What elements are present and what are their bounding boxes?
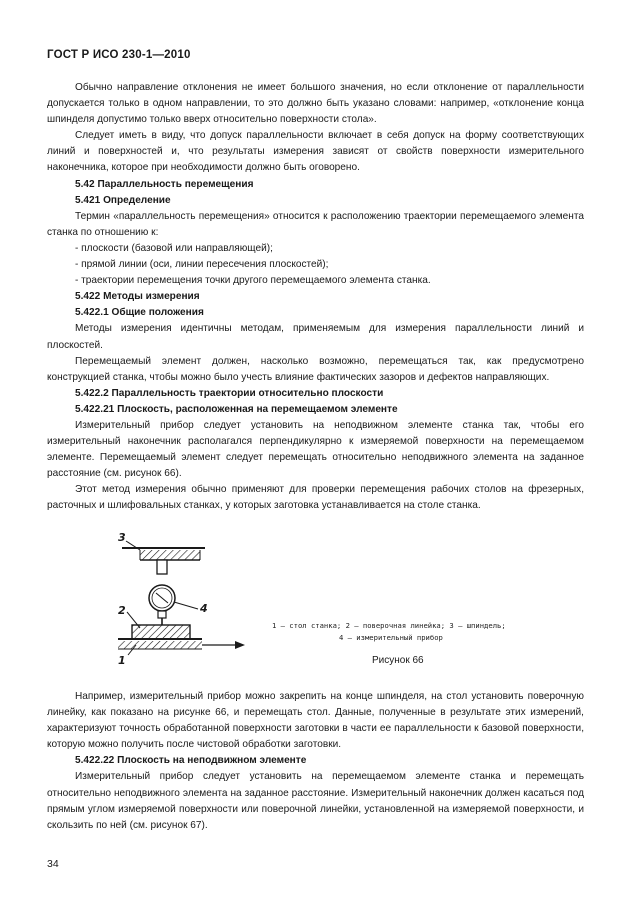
section-heading: 5.42 Параллельность перемещения [75, 178, 254, 190]
machine-table-shape [118, 639, 202, 649]
paragraph: Измерительный прибор следует установить на неподвижном элементе станка так, чтобы его измерительный наконечник располагался перпендикулярно к измеряемой поверхности на перемещаемом элементе. Перемещаемый элемент следует перемещать относительно неподвижного элемента на заданное расстояние (см. рисунок 66). [47, 419, 584, 480]
straightedge-shape [132, 625, 190, 639]
text-block-bottom [47, 689, 584, 834]
list-item: - плоскости (базовой или направляющей); [75, 242, 273, 254]
paragraph: Например, измерительный прибор можно закрепить на конце шпинделя, на стол установить поверочную линейку, как показано на рисунке 66, и перемещать стол. Данные, полученные в результате этих измерений, характеризуют точность обработанной поверхности заготовки в части ее параллельности к базовой поверхности, которую можно получить после чистовой обработки заготовки. [47, 691, 584, 751]
label-3: 3 [118, 531, 126, 544]
paragraph: Измерительный прибор следует установить на перемещаемом элементе станка и перемещать относительно неподвижного элемента на заданное расстояние. Измерительный наконечник должен касаться под прямым углом измеряемой поверхности или поверочной линейки, установленной на измеряемой поверхности, и скользить по ней (см. рисунок 67). [47, 771, 584, 831]
paragraph: Термин «параллельность перемещения» относится к расположению траектории перемещаемого элемента станка по отношению к: [47, 210, 584, 238]
list-item: - траектории перемещения точки другого перемещаемого элемента станка. [75, 275, 431, 287]
text-block-top [47, 80, 584, 515]
section-heading: 5.421 Определение [75, 194, 171, 206]
figure-66-diagram [110, 528, 260, 670]
label-1: 1 [118, 654, 126, 667]
legend-line: 4 — измерительный прибор [339, 633, 443, 642]
legend-line: 1 — стол станка; 2 — поверочная линейка; 3 — шпиндель; [272, 621, 506, 630]
spindle-shape [122, 548, 205, 560]
motion-arrow [202, 641, 245, 649]
section-heading: 5.422 Методы измерения [75, 291, 200, 303]
leader-4 [174, 602, 198, 609]
section-heading: 5.422.21 Плоскость, расположенная на перемещаемом элементе [75, 403, 398, 415]
paragraph: Перемещаемый элемент должен, насколько возможно, перемещаться так, как предусмотрено конструкцией станка, чтобы можно было учесть влияние фактических зазоров и дефектов направляющих. [47, 355, 584, 383]
label-4: 4 [200, 602, 208, 615]
paragraph: Этот метод измерения обычно применяют для проверки перемещения рабочих столов на фрезерных, расточных и шлифовальных станках, у которых заготовка устанавливается на столе станка. [47, 484, 584, 512]
list-item: - прямой линии (оси, линии пересечения плоскостей); [75, 259, 329, 271]
section-heading: 5.422.22 Плоскость на неподвижном элементе [75, 755, 307, 767]
figure-legend [272, 620, 506, 644]
figure-title: Рисунок 66 [372, 655, 424, 666]
holder-stem [157, 560, 167, 574]
paragraph: Обычно направление отклонения не имеет большого значения, но если отклонение от параллельности допускается только в одном направлении, то это должно быть указано словами: например, «отклонение конца шпинделя допустимо только вверх относительно поверхности стола». [47, 82, 584, 126]
page-number: 34 [47, 858, 59, 870]
section-heading: 5.422.2 Параллельность траектории относительно плоскости [75, 387, 384, 399]
dial-indicator-shape [149, 585, 175, 625]
section-heading: 5.422.1 Общие положения [75, 307, 204, 319]
paragraph: Следует иметь в виду, что допуск параллельности включает в себя допуск на форму соответствующих линий и поверхностей и, что результаты измерения зависят от свойств поверхности измерительного наконечника, которое при необходимости должно быть оговорено. [47, 130, 584, 174]
document-header: ГОСТ Р ИСО 230-1—2010 [47, 49, 191, 61]
paragraph: Методы измерения идентичны методам, применяемым для измерения параллельности линий и плоскостей. [47, 323, 584, 351]
label-2: 2 [118, 604, 126, 617]
